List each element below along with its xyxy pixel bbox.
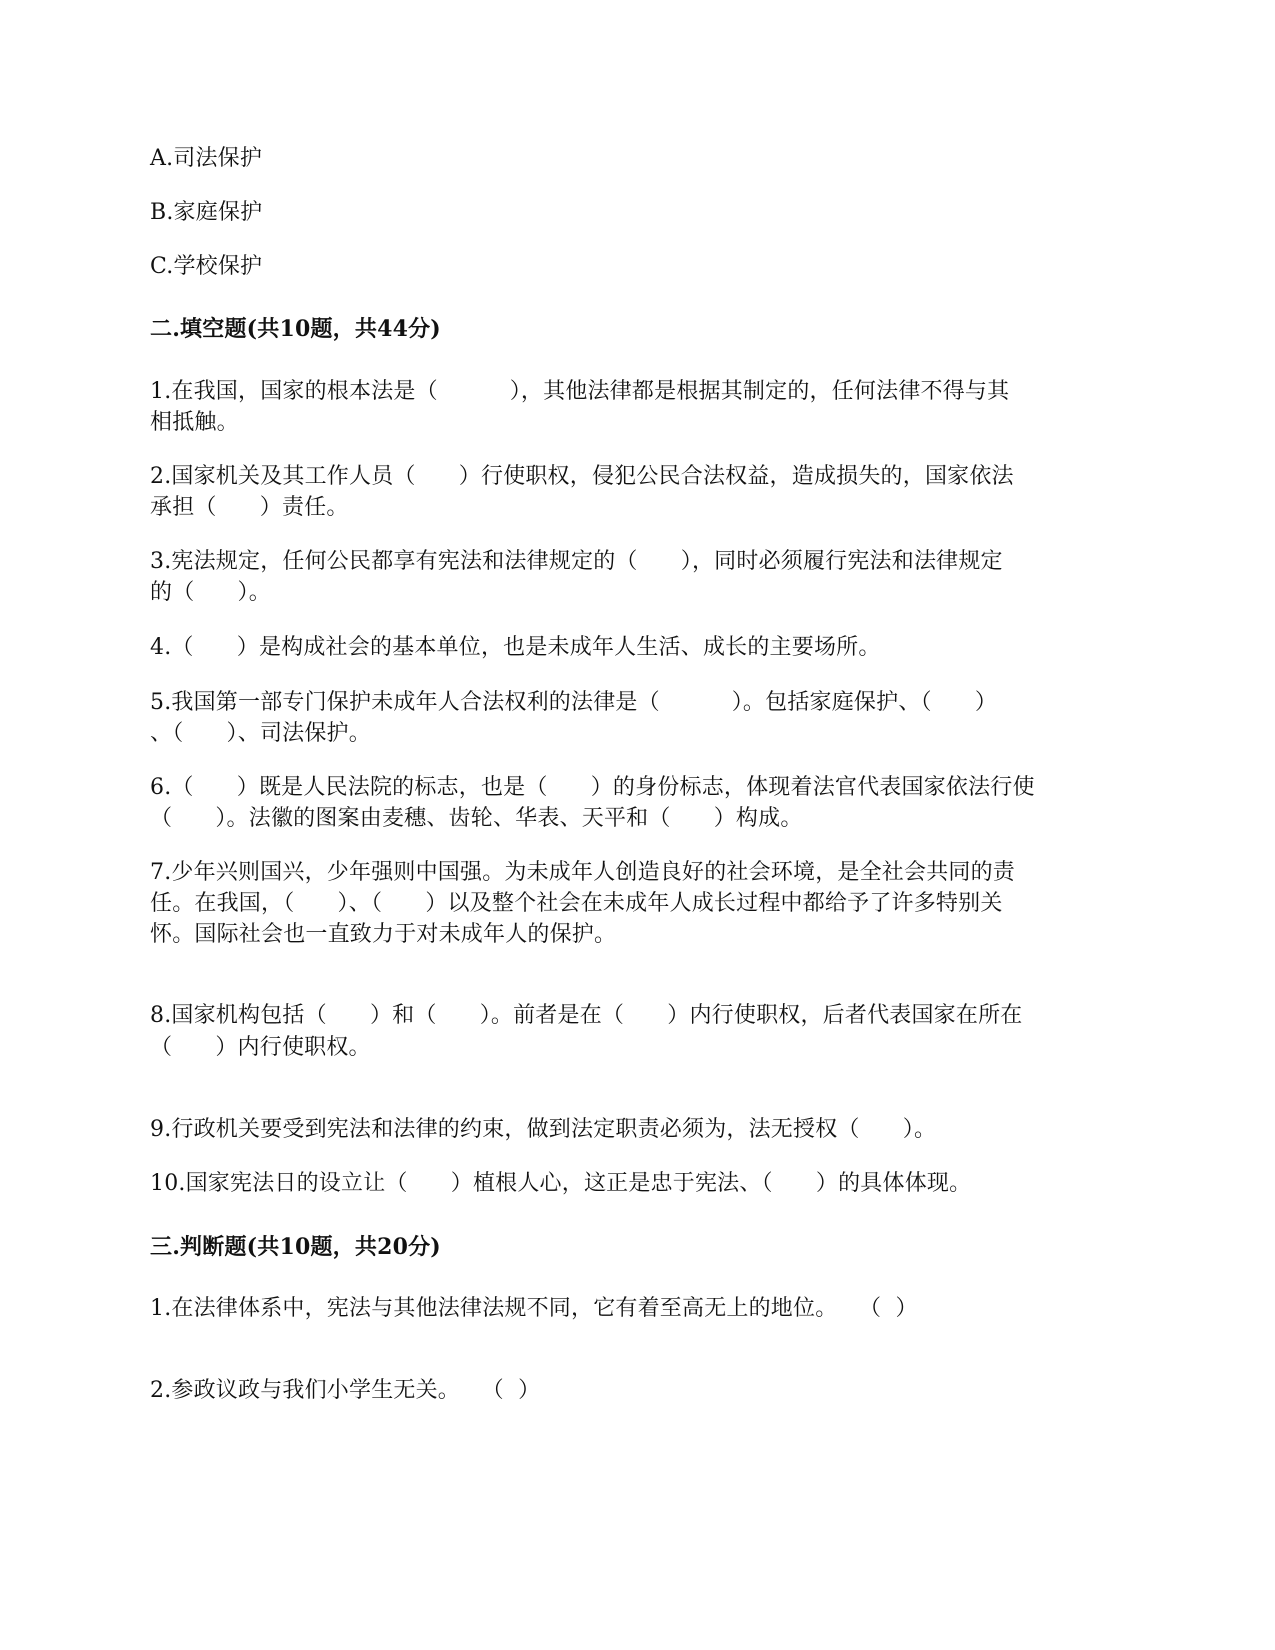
option-b: B.家庭保护 [150,200,263,225]
question-line: 6.（ ）既是人民法院的标志，也是（ ）的身份标志，体现着法官代表国家依法行使 [150,775,1035,800]
question-line: 2.参政议政与我们小学生无关。 （ ） [150,1378,541,1403]
question-line: 4.（ ）是构成社会的基本单位，也是未成年人生活、成长的主要场所。 [150,635,881,660]
question-line: 1.在法律体系中，宪法与其他法律法规不同，它有着至高无上的地位。 （ ） [150,1296,918,1321]
section-heading-fill-blank: 二.填空题(共10题，共44分) [150,316,441,342]
option-a: A.司法保护 [150,146,263,171]
question-line: 、（ ）、司法保护。 [150,721,371,746]
question-line: 的（ ）。 [150,580,271,605]
question-line: 9.行政机关要受到宪法和法律的约束，做到法定职责必须为，法无授权（ ）。 [150,1117,937,1142]
question-line: 8.国家机构包括（ ）和（ ）。前者是在（ ）内行使职权，后者代表国家在所在 [150,1003,1023,1028]
question-line: 5.我国第一部专门保护未成年人合法权利的法律是（ ）。包括家庭保护、（ ） [150,690,998,715]
question-line: 承担（ ）责任。 [150,495,349,520]
option-c: C.学校保护 [150,254,263,279]
question-line: （ ）。法徽的图案由麦穗、齿轮、华表、天平和（ ）构成。 [150,806,803,831]
question-line: （ ）内行使职权。 [150,1035,371,1060]
question-line: 3.宪法规定，任何公民都享有宪法和法律规定的（ ），同时必须履行宪法和法律规定 [150,549,1003,574]
question-line: 相抵触。 [150,410,239,435]
question-line: 7.少年兴则国兴，少年强则中国强。为未成年人创造良好的社会环境，是全社会共同的责 [150,860,1015,885]
section-heading-true-false: 三.判断题(共10题，共20分) [150,1234,441,1260]
question-line: 10.国家宪法日的设立让（ ）植根人心，这正是忠于宪法、（ ）的具体体现。 [150,1171,972,1196]
question-line: 怀。国际社会也一直致力于对未成年人的保护。 [150,922,617,947]
question-line: 任。在我国，（ ）、（ ）以及整个社会在未成年人成长过程中都给予了许多特别关 [150,891,1003,916]
question-line: 2.国家机关及其工作人员（ ）行使职权，侵犯公民合法权益，造成损失的，国家依法 [150,464,1014,489]
question-line: 1.在我国，国家的根本法是（ ），其他法律都是根据其制定的，任何法律不得与其 [150,379,1010,404]
